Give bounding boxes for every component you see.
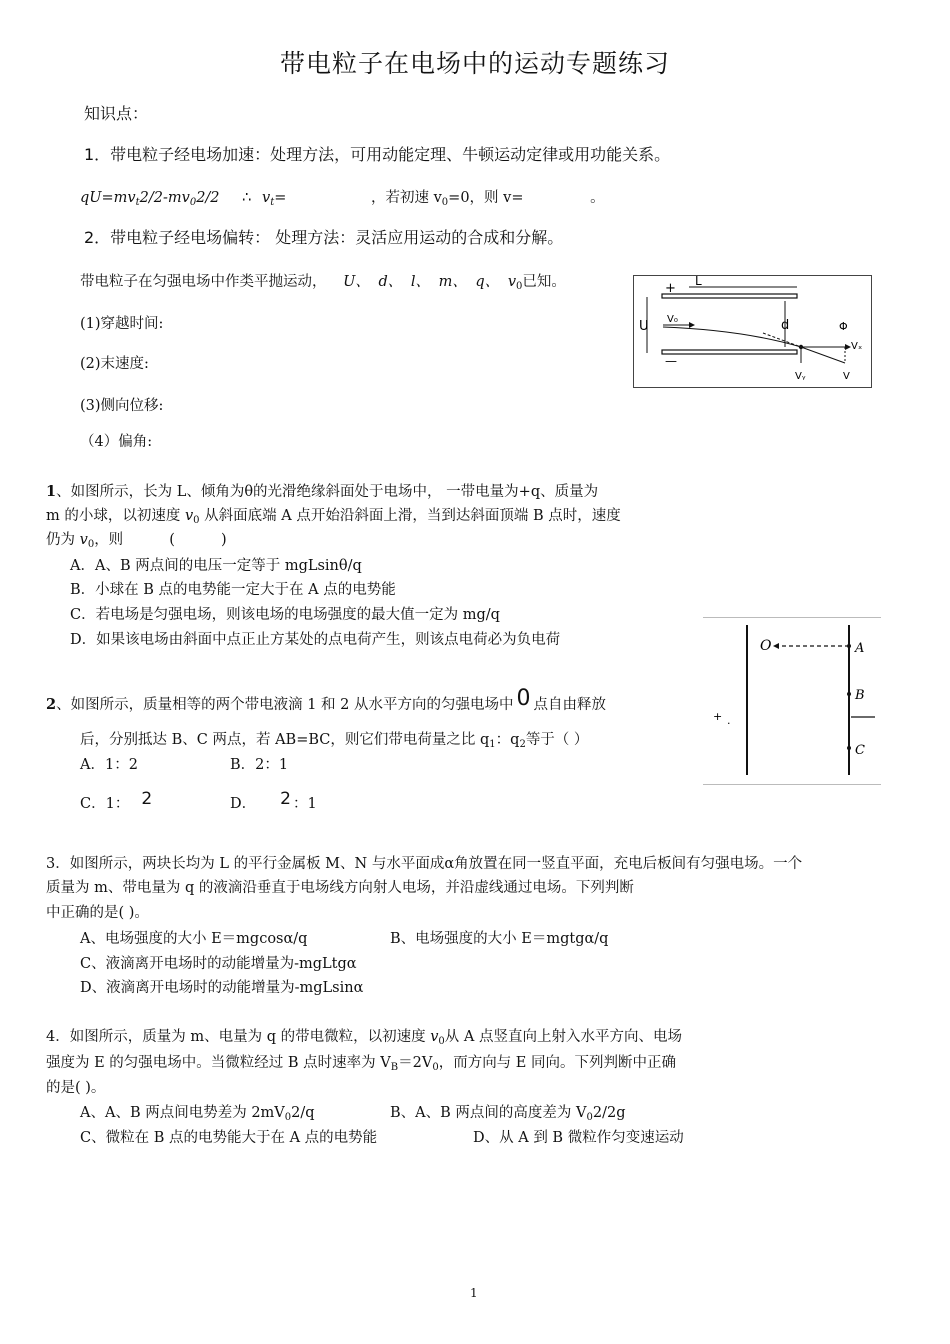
q3-option-d: D、液滴离开电场时的动能增量为-mgLsinα (80, 980, 364, 996)
plus-label: + (665, 281, 676, 296)
q3-option-a: A、电场强度的大小 E＝mgcosα/q (80, 931, 308, 947)
q4-option-a-prefix: A、A、B 两点间电势差为 2mV (80, 1105, 285, 1121)
q1-v: v (184, 508, 194, 524)
q2-option-d-value: 2 (280, 789, 291, 809)
exit-point (799, 345, 803, 349)
page-title: 带电粒子在电场中的运动专题练习 (279, 49, 670, 78)
acceleration-formula (80, 186, 605, 208)
q4-option-a-sub: 0 (284, 1112, 292, 1123)
intro-lead: 带电粒子在匀强电场中作类平抛运动， (80, 274, 327, 290)
q2-sub-1: 1 (489, 739, 496, 750)
lower-plate (662, 350, 797, 354)
knowledge-item-2: 2．带电粒子经电场偏转： 处理方法：灵活应用运动的合成和分解。 (84, 228, 564, 247)
q4-option-b (390, 1101, 625, 1123)
q4-sub-0: 0 (432, 1062, 439, 1073)
q4-option-a-suffix: 2/q (291, 1105, 315, 1121)
release-arrowhead (773, 643, 779, 649)
q2-sub-2: 2 (519, 739, 526, 750)
knowledge-heading: 知识点： (84, 104, 149, 123)
q1-text-3a: 仍为 (46, 532, 80, 548)
q4-option-a (80, 1101, 315, 1123)
q4-text-2b: ，而方向与 E 同向。下列判断中正确 (438, 1055, 677, 1071)
q1-text-2b: 从斜面底端 A 点开始沿斜面上滑，当到达斜面顶端 B 点时，速度 (199, 508, 621, 524)
q3-option-b: B、电场强度的大小 E＝mgtgα/q (390, 931, 609, 947)
minus-label: — (665, 354, 677, 368)
d-label: d (781, 318, 790, 333)
v-label: V (843, 371, 850, 382)
q4-option-b-suffix: 2/2g (592, 1105, 626, 1121)
O-label: O (760, 638, 772, 654)
q2-option-d-prefix: D． (230, 796, 257, 812)
q4-option-b-sub: 0 (586, 1112, 593, 1123)
q4-line-3: 的是( )。 (46, 1080, 106, 1096)
q4-option-b-prefix: B、A、B 两点间的高度差为 V (390, 1105, 587, 1121)
q1-v-sub-2: 0 (87, 539, 95, 550)
point-B (847, 692, 851, 696)
q1-option-a: A．A、B 两点间的电压一定等于 mgLsinθ/q (70, 558, 362, 574)
point-C (847, 746, 851, 750)
q2-option-c-prefix: C．1： (80, 796, 130, 812)
q2-line-2 (80, 728, 588, 750)
q3-line-3: 中正确的是( )。 (46, 905, 149, 921)
sub-item-time: (1)穿越时间: (80, 316, 164, 332)
point-A (847, 644, 851, 648)
q2-option-d (230, 789, 317, 813)
plus-sign: + (713, 710, 723, 723)
q2-option-b: B．2：1 (230, 757, 289, 773)
q4-text-2a: 强度为 E 的匀强电场中。当微粒经过 B 点时速率为 V (46, 1055, 391, 1071)
formula-part-b: 2/2-mv (139, 190, 190, 206)
page-number: 1 (470, 1286, 478, 1300)
q4-option-c: C、微粒在 B 点的电势能大于在 A 点的电势能 (80, 1130, 378, 1146)
q4-line-2 (46, 1051, 676, 1073)
q2-text-1a: 、如图所示，质量相等的两个带电液滴 1 和 2 从水平方向的匀强电场中 (56, 697, 514, 713)
formula-if-tail: =0，则 v= (448, 190, 524, 206)
q4-sub-B: B (390, 1062, 399, 1073)
sub-item-displacement: (3)侧向位移: (80, 398, 164, 414)
q1-v-2: v (79, 532, 88, 548)
C-label: C (855, 743, 865, 758)
formula-if-sub: 0 (441, 197, 449, 208)
q4-text-1a: 4．如图所示，质量为 m、电量为 q 的带电微粒，以初速度 (46, 1029, 431, 1045)
droplet-diagram (703, 617, 881, 785)
v0-label: V₀ (667, 314, 678, 325)
U-label: U (639, 319, 649, 334)
deflection-intro (80, 270, 566, 292)
B-label: B (855, 688, 865, 703)
q2-text-2a: 后，分别抵达 B、C 两点，若 AB=BC，则它们带电荷量之比 q (80, 732, 490, 748)
q1-line-3 (46, 528, 227, 550)
q2-colon: ：q (495, 732, 520, 748)
q1-text-1: 、如图所示，长为 L、倾角为θ的光滑绝缘斜面处于电场中， 一带电量为+q、质量为 (56, 484, 599, 500)
q1-option-c: C．若电场是匀强电场，则该电场的电场强度的最大值一定为 mg/q (70, 607, 500, 623)
q2-line-1 (46, 686, 606, 715)
q4-option-d: D、从 A 到 B 微粒作匀变速运动 (473, 1130, 684, 1146)
q2-number: 2 (46, 696, 57, 713)
q1-line-1 (46, 480, 598, 501)
q1-v-sub: 0 (193, 515, 200, 526)
formula-part-c: 2/2 (196, 190, 220, 206)
q2-option-c-value: 2 (141, 789, 153, 809)
vt-eq: = (274, 190, 287, 206)
q2-text-2b: 等于（ ） (525, 732, 589, 748)
q2-option-c (80, 789, 153, 813)
intro-tail: 已知。 (522, 274, 566, 290)
intro-v-sub: 0 (516, 281, 523, 292)
q1-text-2a: m 的小球，以初速度 (46, 508, 185, 524)
q3-line-2: 质量为 m、带电量为 q 的液滴沿垂直于电场线方向射人电场，并沿虚线通过电场。下列判断 (46, 880, 634, 896)
q3-option-c: C、液滴离开电场时的动能增量为-mgLtgα (80, 956, 357, 972)
q4-text-1b: 从 A 点竖直向上射入水平方向、电场 (444, 1029, 682, 1045)
intro-vars: U、 d、 l、 m、 q、 v (343, 274, 517, 290)
formula-part-a: qU=mv (80, 190, 136, 206)
q4-v: v (430, 1029, 439, 1045)
q1-text-3b: ，则 ( ) (94, 532, 227, 548)
vt-sub: t (270, 197, 275, 208)
q2-origin-symbol: 0 (516, 686, 531, 711)
q1-option-d: D．如果该电场由斜面中点正止方某处的点电荷产生，则该点电荷必为负电荷 (70, 632, 561, 648)
q1-line-2 (46, 504, 621, 526)
formula-end: 。 (590, 190, 605, 206)
sub-item-angle: （4）偏角: (80, 434, 153, 450)
q4-v-sub: 0 (438, 1036, 445, 1047)
vt-label: v (261, 190, 271, 206)
q2-option-d-suffix: ：1 (292, 796, 317, 812)
formula-sub-0: 0 (189, 197, 197, 208)
phi-label: Φ (839, 320, 848, 333)
q2-option-a: A．1：2 (80, 757, 138, 773)
vy-label: Vᵧ (795, 371, 806, 382)
q1-option-b: B．小球在 B 点的电势能一定大于在 A 点的电势能 (70, 582, 396, 598)
L-label: L (695, 275, 702, 288)
formula-sub-t: t (135, 197, 140, 208)
q4-text-mid: ＝2V (398, 1055, 433, 1071)
knowledge-item-1: 1．带电粒子经电场加速：处理方法，可用动能定理、牛顿运动定律或用功能关系。 (84, 145, 671, 164)
q3-line-1: 3．如图所示，两块长均为 L 的平行金属板 M、N 与水平面成α角放置在同一竖直平面，充电后板间有匀强电场。一个 (46, 856, 803, 872)
q4-line-1 (46, 1025, 682, 1047)
q1-number: 1 (46, 483, 57, 500)
therefore-symbol: ∴ (242, 190, 252, 206)
upper-plate (662, 294, 797, 298)
sub-item-velocity: (2)末速度: (80, 356, 149, 372)
deflection-diagram (633, 275, 873, 389)
small-dot: · (727, 717, 731, 730)
A-label: A (855, 641, 865, 656)
formula-if-text: ，若初速 v (370, 190, 442, 206)
q2-text-1b: 点自由释放 (533, 697, 606, 713)
vx-label: Vₓ (851, 341, 863, 352)
